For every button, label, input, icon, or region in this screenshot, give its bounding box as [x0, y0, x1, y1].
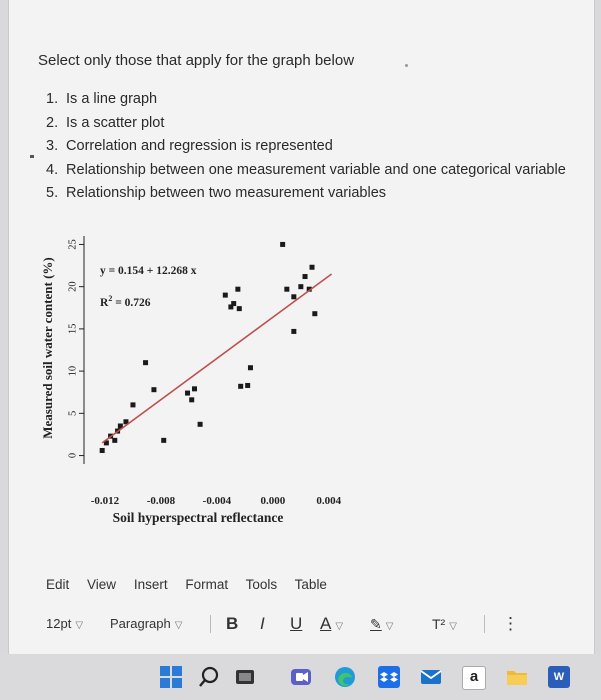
menu-tools[interactable]: Tools: [245, 577, 278, 592]
chevron-down-icon: ▽: [75, 620, 84, 631]
file-explorer-icon[interactable]: [506, 666, 528, 688]
toolbar-divider: [484, 615, 485, 633]
option-number: 1.: [46, 91, 59, 107]
option-item: [46, 159, 566, 183]
amazon-icon[interactable]: a: [462, 666, 486, 690]
data-point: [100, 448, 105, 453]
menu-insert[interactable]: Insert: [133, 577, 168, 592]
italic-button[interactable]: I: [260, 614, 265, 633]
option-item: [46, 182, 566, 206]
paragraph-select[interactable]: [110, 612, 182, 638]
data-point: [280, 242, 285, 247]
x-tick-label: 0.004: [316, 495, 342, 507]
data-point: [235, 287, 240, 292]
scatter-chart: [34, 224, 354, 534]
superscript-button[interactable]: [432, 612, 457, 639]
bullet-mark: [30, 155, 34, 158]
r2-prefix: R: [100, 297, 109, 309]
y-tick-label: 0: [67, 452, 79, 459]
option-text: Relationship between one measurement variable and one categorical variable: [66, 161, 566, 178]
bold-button[interactable]: B: [226, 614, 239, 633]
y-axis-label: Measured soil water content (%): [40, 257, 55, 439]
data-point: [248, 365, 253, 370]
data-point: [192, 386, 197, 391]
data-point: [185, 391, 190, 396]
menu-edit[interactable]: Edit: [46, 577, 70, 592]
text-color-icon: A: [320, 614, 332, 633]
data-point: [151, 387, 156, 392]
option-number: 5.: [46, 185, 59, 201]
regression-equation: y = 0.154 + 12.268 x: [100, 265, 197, 277]
mail-icon[interactable]: [420, 666, 442, 688]
y-tick-label: 20: [67, 281, 79, 292]
x-axis-label: Soil hyperspectral reflectance: [112, 510, 284, 525]
option-number: 2.: [46, 114, 59, 131]
question-prompt: Select only those that apply for the graph below: [38, 52, 355, 69]
superscript-icon: T²: [432, 616, 446, 632]
data-point: [238, 384, 243, 389]
data-point: [112, 438, 117, 443]
x-tick-label: 0.000: [260, 495, 286, 507]
toolbar-divider: [210, 615, 211, 633]
y-tick-label: 25: [67, 239, 79, 250]
paragraph-value: Paragraph: [110, 616, 171, 631]
data-point: [303, 274, 308, 279]
data-point: [291, 294, 296, 299]
data-point: [130, 402, 135, 407]
data-point: [298, 284, 303, 289]
data-point: [223, 293, 228, 298]
y-tick-label: 5: [67, 410, 79, 416]
option-number: 4.: [46, 161, 59, 178]
teams-icon[interactable]: [290, 666, 312, 688]
y-tick-label: 15: [67, 323, 79, 335]
r-squared-label: [100, 294, 151, 309]
data-point: [198, 422, 203, 427]
r2-superscript: 2: [108, 294, 113, 303]
x-tick-label: -0.008: [146, 495, 176, 507]
x-ticks: [91, 495, 342, 507]
options-list: [46, 88, 566, 206]
option-item: [46, 135, 566, 159]
menu-view[interactable]: View: [87, 577, 117, 592]
chevron-down-icon: ▽: [385, 621, 394, 632]
option-text: Is a scatter plot: [66, 114, 165, 131]
data-point: [245, 383, 250, 388]
data-point: [310, 265, 315, 270]
r2-value: = 0.726: [112, 297, 151, 309]
y-tick-label: 10: [67, 365, 79, 377]
data-point: [189, 397, 194, 402]
option-item: [46, 112, 566, 136]
data-point: [237, 306, 242, 311]
highlight-icon: ✎: [370, 616, 382, 632]
x-tick-label: -0.004: [202, 495, 232, 507]
y-ticks: [68, 239, 85, 458]
chevron-down-icon: ▽: [335, 621, 344, 632]
data-point: [312, 311, 317, 316]
dropbox-icon[interactable]: [378, 666, 400, 688]
edge-icon[interactable]: [334, 666, 356, 688]
font-size-select[interactable]: [46, 612, 83, 638]
task-view-icon[interactable]: [234, 666, 256, 688]
option-text: Is a line graph: [66, 91, 158, 107]
option-text: Relationship between two measurement variables: [66, 185, 387, 201]
menu-format[interactable]: Format: [185, 577, 229, 592]
editor-menubar: [46, 577, 341, 592]
windows-taskbar: [0, 654, 601, 700]
chevron-down-icon: ▽: [174, 620, 183, 631]
menu-table[interactable]: Table: [294, 577, 327, 592]
data-point: [284, 287, 289, 292]
search-icon[interactable]: [198, 666, 220, 688]
decorative-dot: [405, 64, 408, 67]
text-color-button[interactable]: [320, 612, 343, 639]
word-icon[interactable]: W: [548, 666, 570, 688]
option-number: 3.: [46, 138, 59, 154]
chevron-down-icon: ▽: [449, 621, 457, 632]
option-item: [46, 88, 566, 112]
data-point: [291, 329, 296, 334]
x-tick-label: -0.012: [90, 495, 120, 507]
font-size-value: 12pt: [46, 616, 72, 631]
underline-button[interactable]: U: [290, 614, 303, 633]
data-point: [143, 360, 148, 365]
data-point: [228, 304, 233, 309]
more-options-button[interactable]: ⋮: [502, 614, 519, 633]
option-text: Correlation and regression is represented: [66, 138, 333, 154]
data-point: [161, 438, 166, 443]
editor-toolbar: [46, 612, 576, 636]
highlight-button[interactable]: [370, 612, 393, 639]
windows-start-icon[interactable]: [160, 666, 182, 688]
